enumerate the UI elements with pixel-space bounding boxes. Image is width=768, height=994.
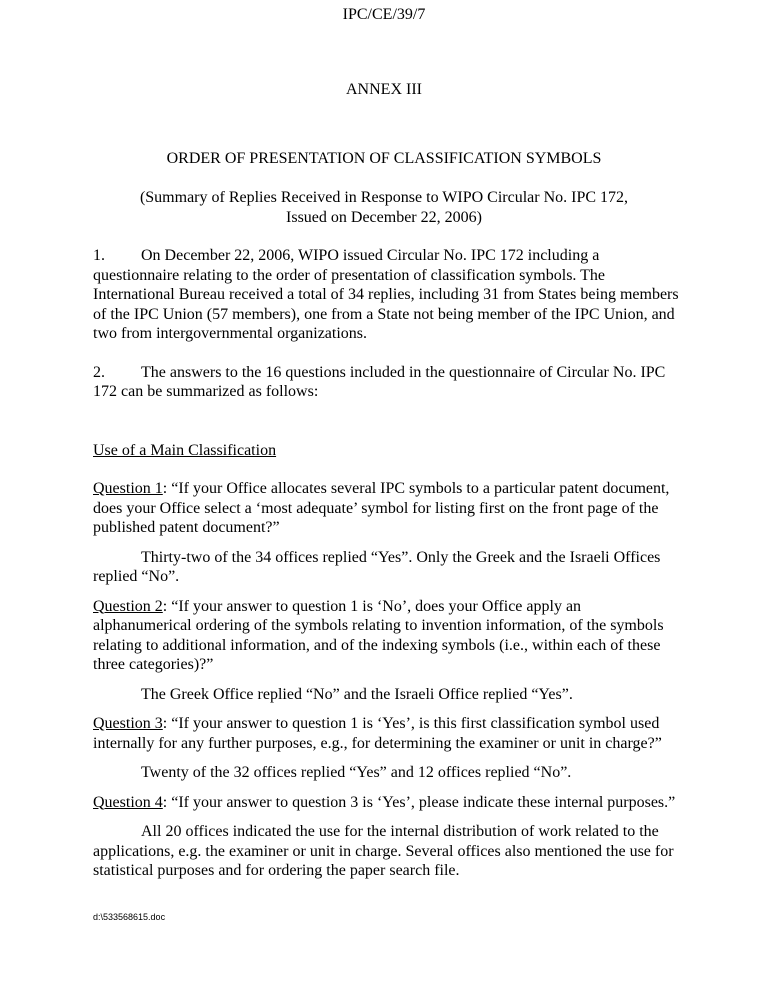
question-text: : “If your answer to question 1 is ‘No’, does your Office apply an alphanumerical ordering of the symbols relating to invention information, of the symbols relating to additional information, and of the indexing symbols (i.e., within each of these three categories)?” xyxy=(93,597,664,673)
footer-filename: d:\533568615.doc xyxy=(93,911,166,922)
paragraph-number: 1. xyxy=(93,247,105,264)
question-2 xyxy=(93,597,680,675)
question-text: : “If your Office allocates several IPC symbols to a particular patent document, does your Office select a ‘most adequate’ symbol for listing first on the front page of the published patent document?” xyxy=(93,480,670,536)
question-1 xyxy=(93,479,680,538)
question-label: Question 3 xyxy=(93,715,163,732)
document-subtitle xyxy=(0,188,768,227)
document-title: ORDER OF PRESENTATION OF CLASSIFICATION SYMBOLS xyxy=(166,150,602,167)
annex-label: ANNEX III xyxy=(346,80,422,98)
paragraph-1 xyxy=(93,246,680,344)
answer-2: The Greek Office replied “No” and the Israeli Office replied “Yes”. xyxy=(141,685,573,703)
paragraph-number: 2. xyxy=(93,363,105,381)
document-header: IPC/CE/39/7 xyxy=(342,6,426,23)
question-3 xyxy=(93,714,680,753)
subtitle-line-2: Issued on December 22, 2006) xyxy=(286,208,482,226)
question-label: Question 2 xyxy=(93,597,163,615)
section-heading: Use of a Main Classification xyxy=(93,441,277,459)
question-label: Question 1 xyxy=(93,480,163,497)
paragraph-text: On December 22, 2006, WIPO issued Circular No. IPC 172 including a questionnaire relating to the order of presentation of classification symbols. The International Bureau received a total of 34 replies, including 31 from States being members of the IPC Union (57 members), one from a State not being member of the IPC Union, and two from intergovernmental organizations. xyxy=(93,247,679,342)
paragraph-2 xyxy=(93,363,680,402)
answer-4: All 20 offices indicated the use for the internal distribution of work related to the applications, e.g. the examiner or unit in charge. Several offices also mentioned the use for statistical purposes and for ordering the paper search file. xyxy=(93,823,674,879)
question-text: : “If your answer to question 3 is ‘Yes’, please indicate these internal purposes.” xyxy=(162,793,676,811)
question-text: : “If your answer to question 1 is ‘Yes’, is this first classification symbol used internally for any further purposes, e.g., for determining the examiner or unit in charge?” xyxy=(93,715,662,752)
question-4 xyxy=(93,793,680,813)
subtitle-line-1: (Summary of Replies Received in Response to WIPO Circular No. IPC 172, xyxy=(139,189,629,206)
answer-1: Thirty-two of the 34 offices replied “Yes”. Only the Greek and the Israeli Offices replied “No”. xyxy=(93,548,661,585)
answer-3: Twenty of the 32 offices replied “Yes” and 12 offices replied “No”. xyxy=(141,764,572,781)
paragraph-text: The answers to the 16 questions included in the questionnaire of Circular No. IPC 172 can be summarized as follows: xyxy=(93,363,666,400)
question-label: Question 4 xyxy=(93,793,163,811)
